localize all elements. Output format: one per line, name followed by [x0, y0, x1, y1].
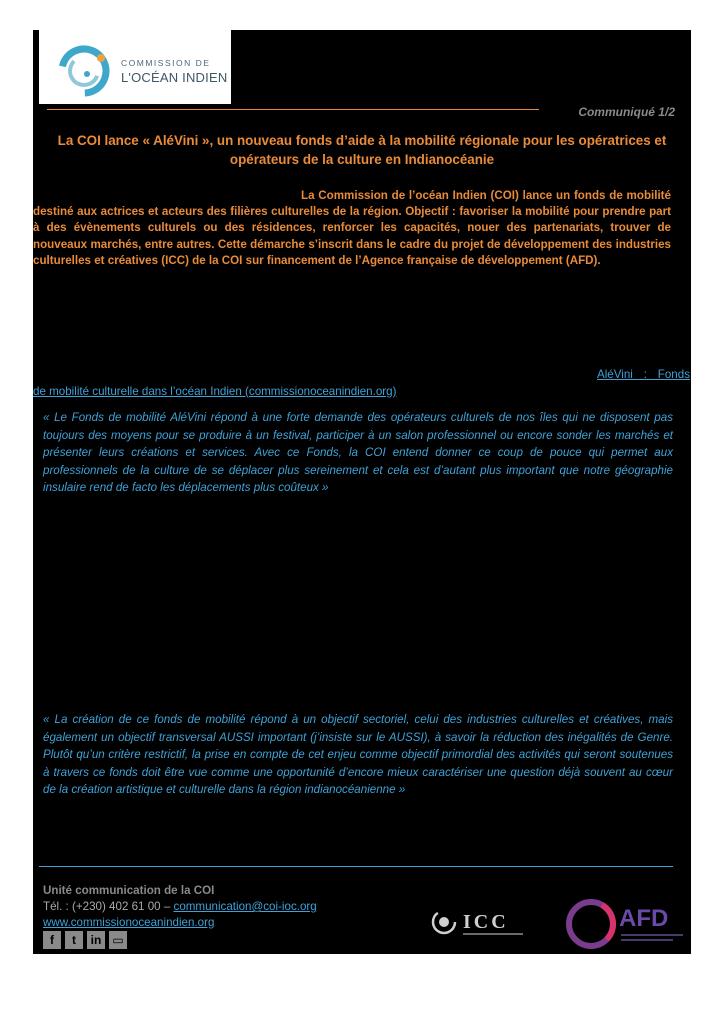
- youtube-icon[interactable]: ▭: [109, 931, 127, 949]
- quote-1: « Le Fonds de mobilité AléVini répond à une forte demande des opérateurs culturels de nos îles qui ne disposent pas toujours des moyens pour se produire à un festival, participer à un salon professionnel ou encore sonder les marchés et présenter leurs créations et services. Avec ce Fonds, la COI entend donner ce coup de pouce qui permet aux professionnels de la culture de se déplacer plus sereinement et cela est d’autant plus important que notre géographie insulaire rend de facto les déplacements plus coûteux »: [43, 411, 673, 495]
- icc-logo-text: ICC: [463, 911, 509, 933]
- afd-logo-text: AFD: [619, 905, 669, 932]
- twitter-icon[interactable]: t: [65, 931, 83, 949]
- social-links: [43, 931, 127, 949]
- icc-logo: [431, 902, 531, 942]
- header-divider: [47, 109, 539, 110]
- footer-tel: Tél. : (+230) 402 61 00 –: [43, 900, 174, 913]
- footer-contact: [43, 899, 317, 915]
- coi-logo-icon: [57, 44, 111, 98]
- footer-divider: [39, 866, 673, 867]
- document-page: [33, 30, 691, 954]
- linkedin-icon[interactable]: in: [87, 931, 105, 949]
- footer-website-link[interactable]: www.commissionoceanindien.org: [43, 916, 215, 929]
- logo-line1: COMMISSION DE: [121, 58, 211, 68]
- coi-logo: [39, 30, 231, 104]
- logo-line2: L'OCÉAN INDIEN: [121, 70, 228, 85]
- afd-logo: [563, 896, 691, 952]
- footer-title: Unité communication de la COI: [43, 884, 215, 897]
- alevini-link[interactable]: AléVini : Fonds de mobilité culturelle dans l’océan Indien (commissionoceanindien.org): [33, 368, 690, 398]
- quote-2: « La création de ce fonds de mobilité répond à un objectif sectoriel, celui des industries culturelles et créatives, mais également un objectif transversal AUSSI important (j’insiste sur le AUSSI), à savoir la réduction des inégalités de Genre. Plutôt qu’un critère restrictif, la prise en compte de cet enjeu comme objectif primordial des activités qui seront soutenues à travers ce fonds doit être vue comme une opportunité d’encore mieux caractériser une question déjà souvent au cœur de la création artistique et culturelle dans la région indianocéanienne »: [43, 713, 673, 797]
- lead-paragraph: La Commission de l’océan Indien (COI) lance un fonds de mobilité destiné aux actrices et acteurs des filières culturelles de la région. Objectif : favoriser la mobilité pour prendre part à des évènements culturels ou des résidences, renforcer les capacités, nouer des partenariats, trouver de nouveaux marchés, entre autres. Cette démarche s’inscrit dans le cadre du projet de développement des industries culturelles et créatives (ICC) de la COI sur financement de l’Agence française de développement (AFD).: [33, 189, 671, 267]
- page-title: La COI lance « AléVini », un nouveau fonds d’aide à la mobilité régionale pour les opératrices et opérateurs de la culture en Indianocéanie: [57, 133, 667, 167]
- footer-email-link[interactable]: communication@coi-ioc.org: [173, 900, 317, 913]
- facebook-icon[interactable]: f: [43, 931, 61, 949]
- communique-label: Communiqué 1/2: [578, 105, 675, 119]
